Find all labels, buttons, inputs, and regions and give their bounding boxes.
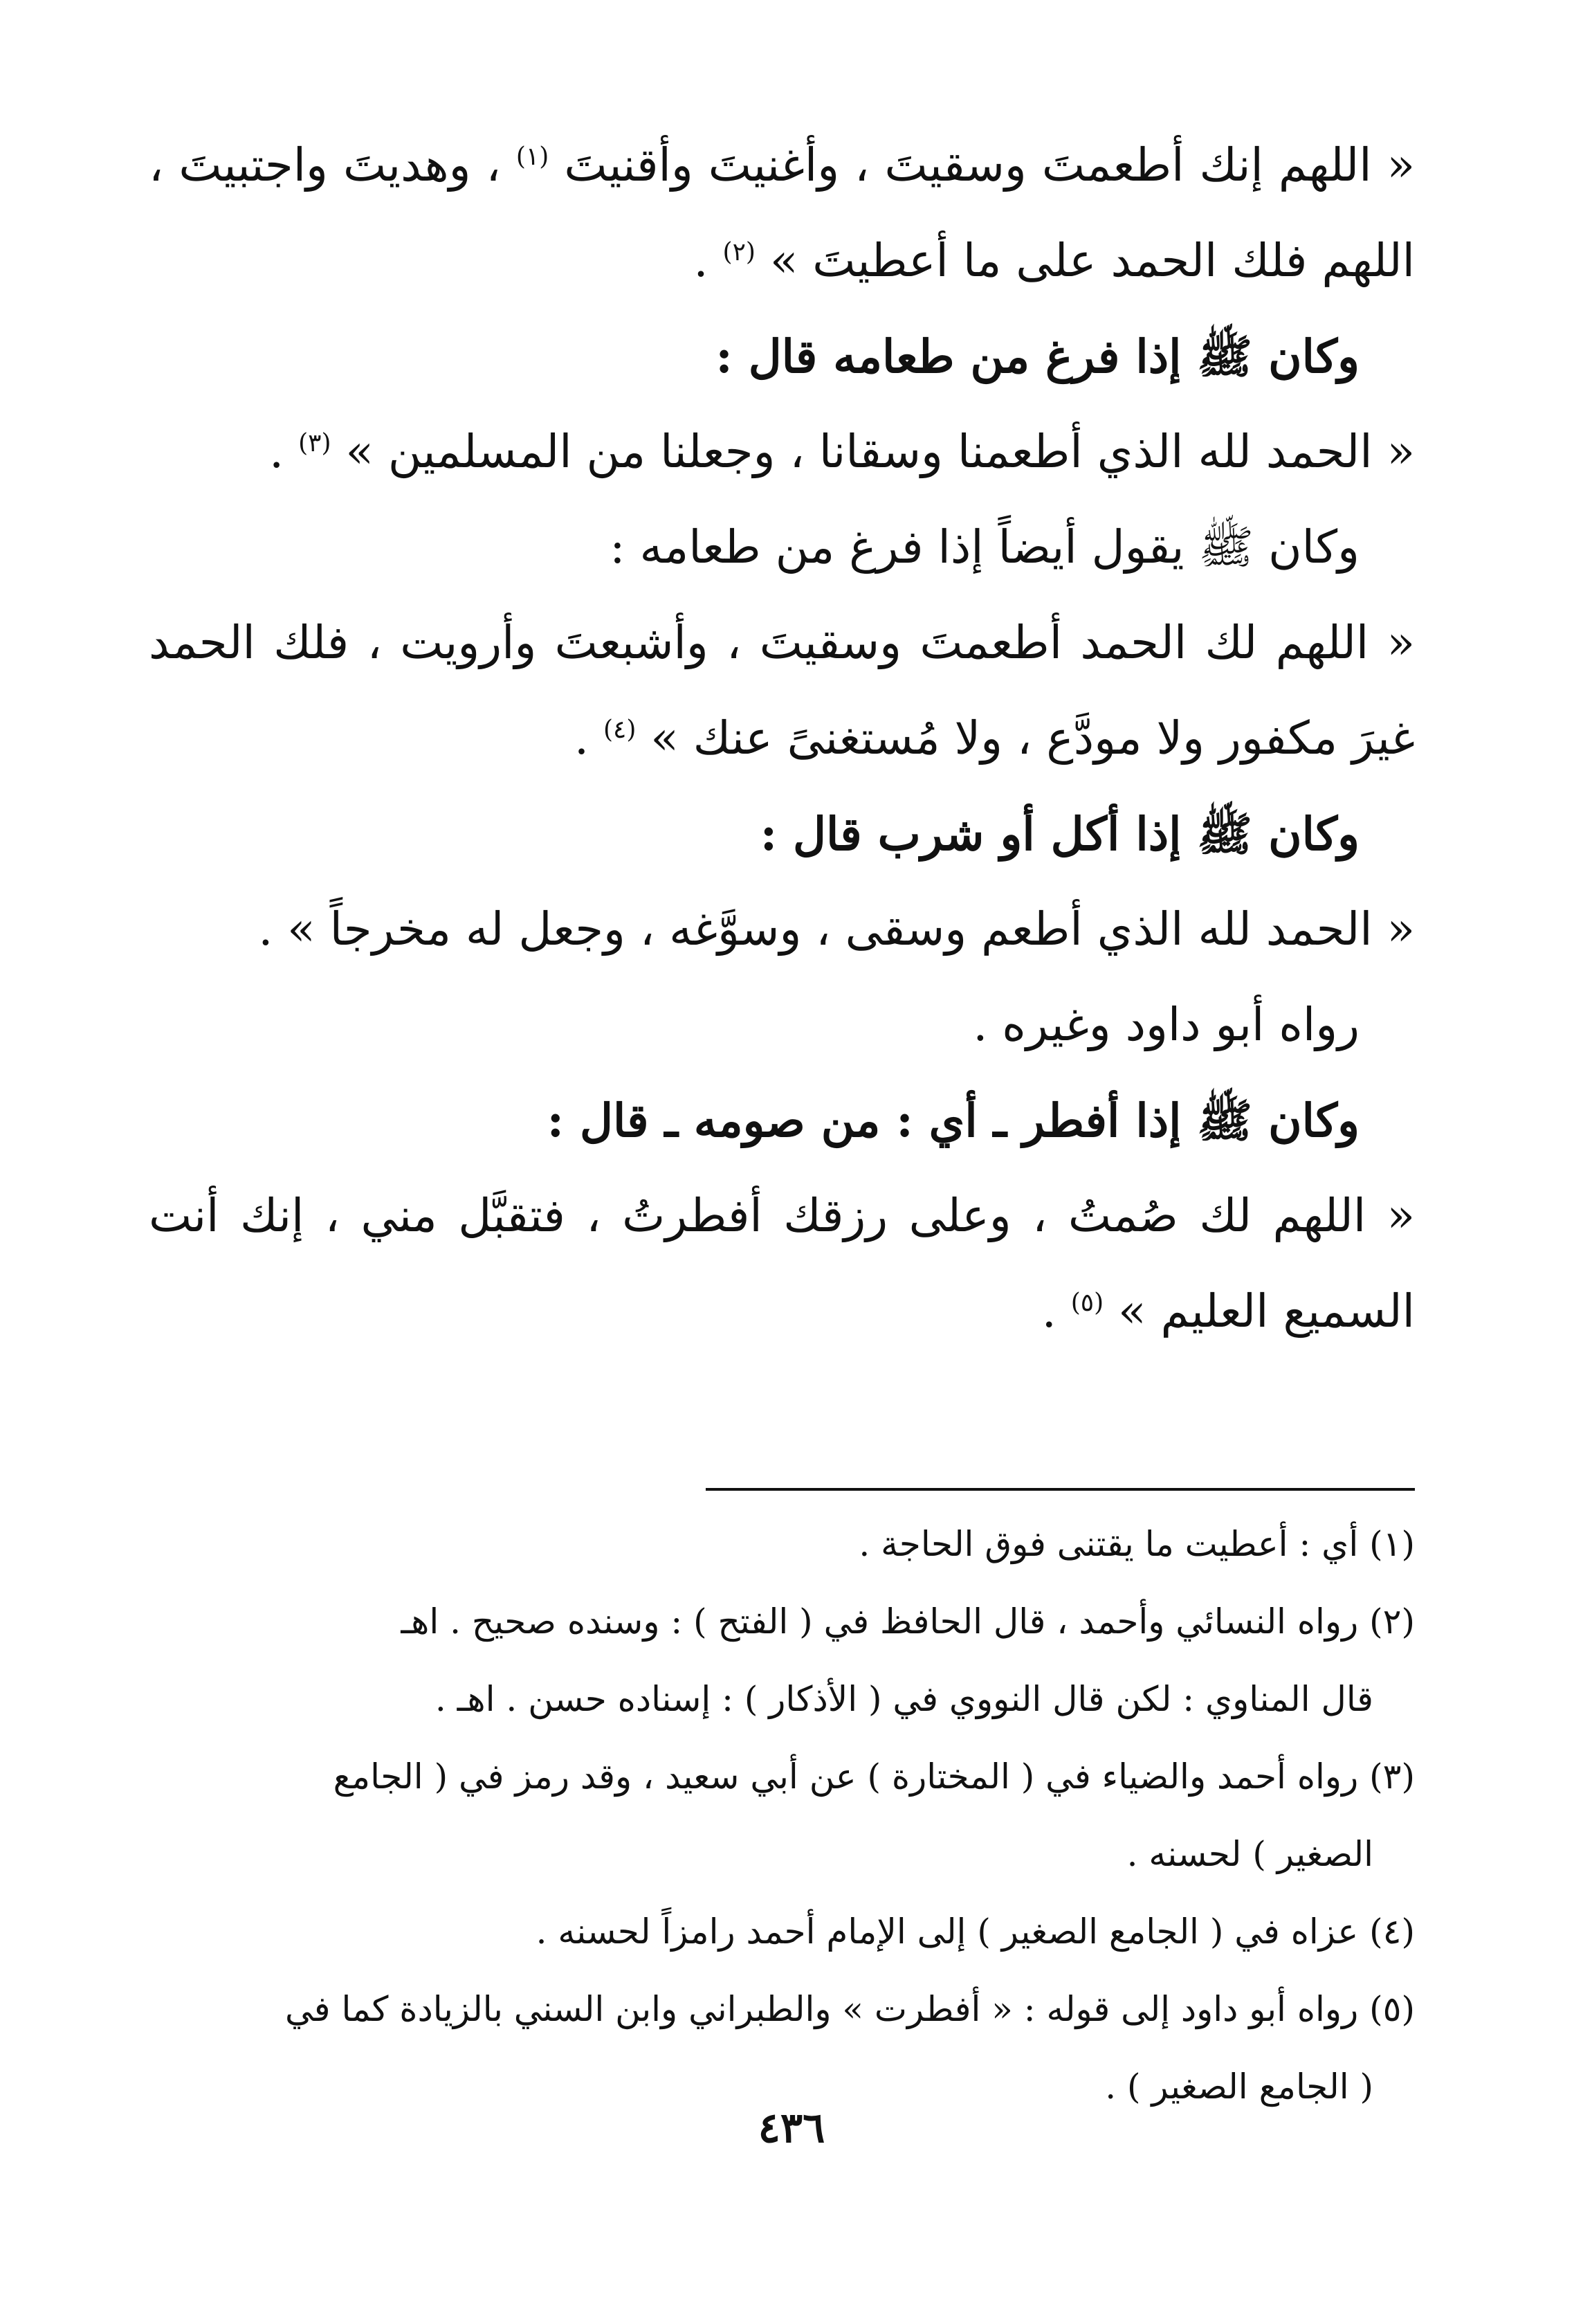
text-line: « اللهم إنك أطعمتَ وسقيتَ ، وأغنيتَ وأقنيتَ <box>564 138 1415 192</box>
main-text <box>149 118 1415 1359</box>
footnote-marker: (٥) <box>1070 1289 1104 1317</box>
footnote-continuation: قال المناوي : لكن قال النووي في ( الأذكار ) : إسناده حسن . اهـ . <box>434 1679 1373 1719</box>
page <box>149 118 1415 2107</box>
footnote-marker: (٢) <box>722 238 756 266</box>
footnote-marker: (١) <box>515 143 549 171</box>
text-line: « الحمد لله الذي أطعمنا وسقانا ، وجعلنا من المسلمين » <box>345 425 1415 478</box>
section-heading: وكان ﷺ إذا أكل أو شرب قال : <box>760 807 1360 861</box>
footnote: (٢) رواه النسائي وأحمد ، قال الحافظ في ( الفتح ) : وسنده صحيح . اهـ <box>401 1601 1415 1642</box>
footnote: (٣) رواه أحمد والضياء في ( المختارة ) عن أبي سعيد ، وقد رمز في ( الجامع <box>333 1756 1415 1797</box>
footnote: (١) أي : أعطيت ما يقتنى فوق الحاجة . <box>859 1524 1415 1564</box>
text-line: ، وهديتَ <box>342 138 501 192</box>
supplication-paragraph <box>149 1168 1415 1359</box>
text-line: . <box>269 425 284 478</box>
footnote: (٤) عزاه في ( الجامع الصغير ) إلى الإمام أحمد رامزاً لحسنه . <box>536 1912 1415 1952</box>
footnote-continuation: ( الجامع الصغير ) . <box>1105 2067 1373 2107</box>
supplication-paragraph <box>149 404 1415 500</box>
text-line: الحمد غيرَ مكفور ولا مودَّع ، ولا مُستغنىً عنك » <box>149 616 1415 765</box>
text-line: . <box>693 234 708 287</box>
intro-line: وكان ﷺ يقول أيضاً إذا فرغ من طعامه : <box>610 520 1360 574</box>
narration-note: رواه أبو داود وغيره . <box>973 998 1360 1051</box>
supplication-paragraph: « الحمد لله الذي أطعم وسقى ، وسوَّغه ، وجعل له مخرجاً » . <box>258 902 1415 956</box>
supplication-paragraph <box>149 595 1415 786</box>
footnote-marker: (٣) <box>298 429 331 457</box>
footnote-continuation: الصغير ) لحسنه . <box>1126 1834 1373 1874</box>
section-heading: وكان ﷺ إذا فرغ من طعامه قال : <box>715 329 1360 383</box>
section-heading: وكان ﷺ إذا أفطر ـ أي : من صومه ـ قال : <box>547 1093 1360 1147</box>
text-line: « اللهم لك الحمد أطعمتَ وسقيتَ ، وأشبعتَ وأرويت ، فلك <box>273 616 1415 669</box>
text-line: « اللهم لك صُمتُ ، وعلى رزقك أفطرتُ ، فتقبَّل مني ، إنك أنت <box>149 1189 1415 1242</box>
footnote: (٥) رواه أبو داود إلى قوله : « أفطرت » والطبراني وابن السني بالزيادة كما في <box>285 1989 1415 2029</box>
page-number: ٤٣٦ <box>758 2104 825 2152</box>
text-line: . <box>1041 1284 1056 1338</box>
footnote-marker: (٤) <box>603 716 637 744</box>
supplication-paragraph <box>149 118 1415 309</box>
text-line: السميع العليم » <box>1118 1284 1415 1338</box>
footnotes <box>149 1505 1415 2125</box>
text-line: واجتبيتَ ، اللهم فلك الحمد على ما أعطيتَ » <box>149 138 1415 287</box>
text-line: . <box>574 711 589 765</box>
footnote-divider <box>706 1488 1415 1491</box>
